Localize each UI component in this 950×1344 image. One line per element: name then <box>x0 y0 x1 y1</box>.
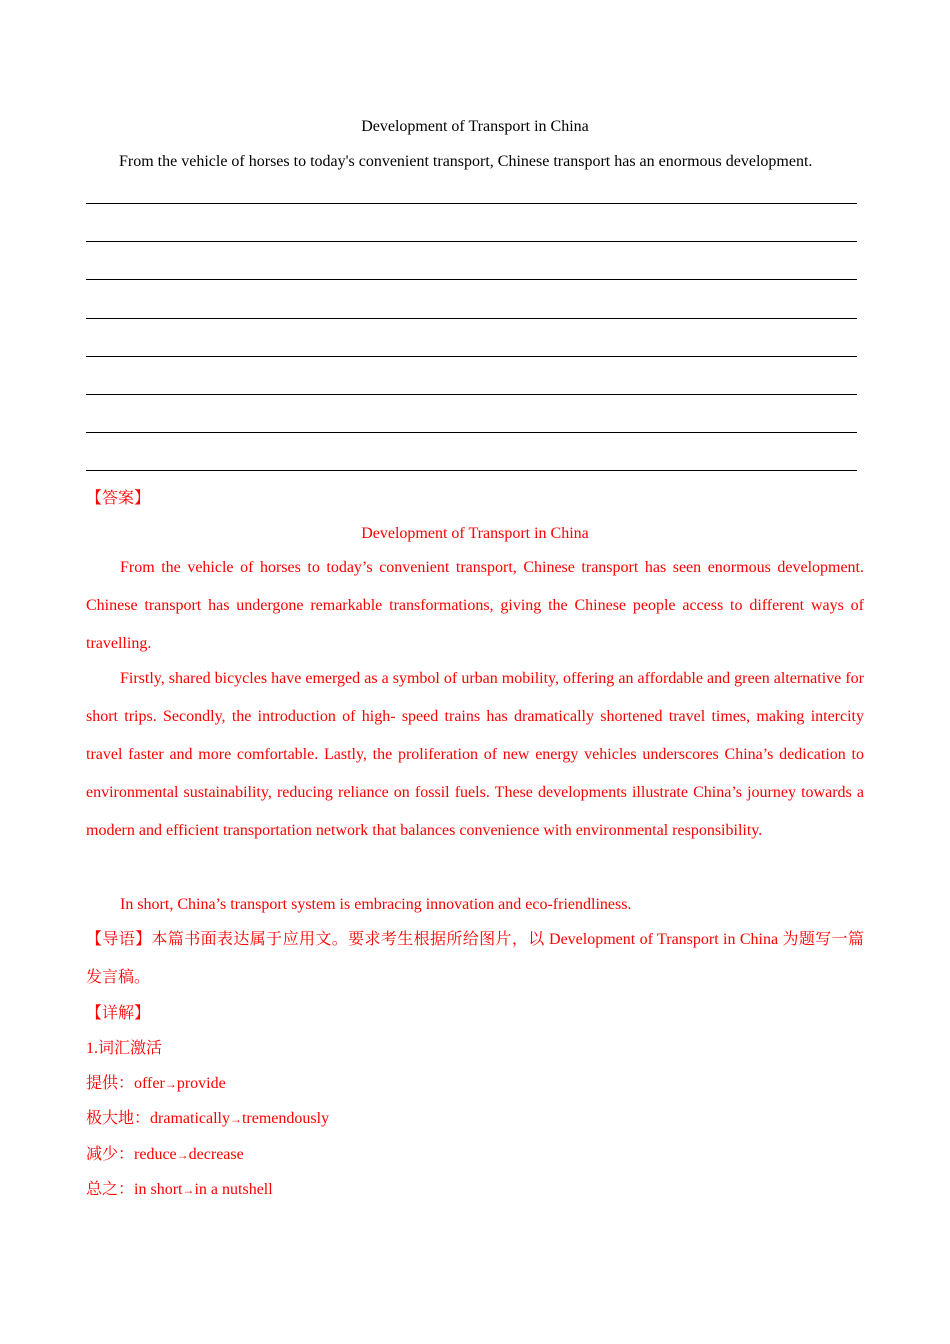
answer-paragraph-2: Firstly, shared bicycles have emerged as a symbol of urban mobility, offering an affordable and green alternative for short trips. Secondly, the introduction of high- speed trains has dramatically shortened travel times, making intercity travel faster and more comfortable. Lastly, the proliferation of new energy vehicles underscores China’s dedication to environmental sustainability, reducing reliance on fossil fuels. These developments illustrate China’s journey towards a modern and efficient transportation network that balances convenience with environmental responsibility. <box>86 670 864 839</box>
vocab-item <box>86 1074 226 1094</box>
vocab-to: tremendously <box>241 1110 330 1127</box>
vocab-item <box>86 1109 329 1129</box>
detail-label: 【详解】 <box>86 1005 151 1022</box>
vocab-from: in short <box>134 1181 183 1198</box>
answer-paragraph-1: From the vehicle of horses to today’s convenient transport, Chinese transport has seen enormous development. Chinese transport has undergone remarkable transformations, giving the Chinese people access to different ways of travelling. <box>86 559 864 652</box>
writing-line <box>86 470 857 471</box>
arrow-icon: → <box>164 1077 177 1091</box>
writing-line <box>86 241 857 242</box>
answer-paragraph-3: In short, China’s transport system is embracing innovation and eco-friendliness. <box>120 896 632 913</box>
section-heading: 1.词汇激活 <box>86 1040 163 1057</box>
vocab-cn: 总之： <box>86 1181 135 1198</box>
writing-line <box>86 432 857 433</box>
vocab-to: in a nutshell <box>194 1181 273 1198</box>
vocab-cn: 减少： <box>86 1146 135 1163</box>
guide-paragraph: 【导语】本篇书面表达属于应用文。要求考生根据所给图片，以 Development of Transport in China 为题写一篇发言稿。 <box>86 931 864 986</box>
vocab-cn: 极大地： <box>86 1110 151 1127</box>
vocab-cn: 提供： <box>86 1075 135 1092</box>
vocab-item <box>86 1180 273 1200</box>
writing-line <box>86 356 857 357</box>
vocab-to: decrease <box>188 1146 244 1163</box>
question-title: Development of Transport in China <box>361 118 589 135</box>
vocab-from: reduce <box>134 1146 177 1163</box>
vocab-item <box>86 1145 244 1165</box>
arrow-icon: → <box>229 1112 242 1126</box>
writing-line <box>86 203 857 204</box>
vocab-from: offer <box>134 1075 165 1092</box>
vocab-to: provide <box>176 1075 226 1092</box>
writing-line <box>86 394 857 395</box>
vocab-from: dramatically <box>150 1110 230 1127</box>
arrow-icon: → <box>176 1148 189 1162</box>
writing-line <box>86 279 857 280</box>
arrow-icon: → <box>182 1183 195 1197</box>
answer-label: 【答案】 <box>86 490 151 507</box>
answer-title: Development of Transport in China <box>361 525 589 542</box>
writing-line <box>86 318 857 319</box>
question-prompt: From the vehicle of horses to today's convenient transport, Chinese transport has an enormous development. <box>119 153 813 170</box>
